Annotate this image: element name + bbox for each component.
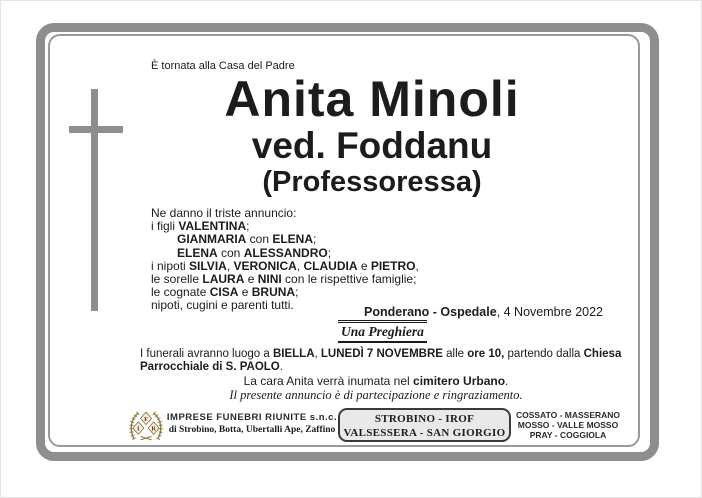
announcement-line: GIANMARIA con ELENA;: [177, 232, 317, 247]
place-date-line: Ponderano - Ospedale, 4 Novembre 2022: [364, 305, 603, 319]
logo-letter-f: F: [144, 415, 148, 423]
closing-note: Il presente annuncio è di partecipazione e ringraziamento.: [229, 388, 523, 402]
offices-line-2: VALSESSERA - SAN GIORGIO: [343, 427, 506, 439]
offices-line-1: STROBINO - IROF: [374, 413, 475, 425]
area-line-3: PRAY - COGGIOLA: [529, 430, 607, 440]
service-areas: [515, 410, 621, 440]
announcement-line: le sorelle LAURA e NINI con le rispettive famiglie;: [151, 272, 417, 287]
family-announcement: [151, 207, 419, 313]
funeral-home-partners: di Strobino, Botta, Ubertalli Ape, Zaffino: [168, 425, 336, 435]
logo-letter-i: I: [137, 425, 140, 433]
announcement-line: ELENA con ALESSANDRO;: [177, 245, 332, 260]
announcement-line: i figli VALENTINA;: [151, 219, 250, 234]
return-to-father-line: È tornata alla Casa del Padre: [151, 60, 295, 72]
logo-letter-r: R: [151, 425, 156, 433]
funeral-details: I funerali avranno luogo a BIELLA, LUNEDÌ 7 NOVEMBRE alle ore 10, partendo dalla Chiesa Parrocchiale di S. PAOLO.: [140, 348, 622, 373]
cross-horizontal-bar: [69, 126, 123, 133]
widow-of-line: ved. Foddanu: [251, 125, 493, 166]
offices-box: [338, 408, 511, 442]
deceased-titles: [136, 73, 608, 198]
funeral-home-block: [166, 412, 338, 435]
deceased-name: Anita Minoli: [224, 71, 520, 127]
area-line-1: COSSATO - MASSERANO: [515, 410, 621, 420]
area-line-2: MOSSO - VALLE MOSSO: [517, 420, 619, 430]
announcement-line: le cognate CISA e BRUNA;: [151, 285, 299, 300]
announcement-line: nipoti, cugini e parenti tutti.: [151, 298, 294, 313]
profession-line: (Professoressa): [262, 166, 482, 198]
prayer-label: Una Preghiera: [338, 320, 427, 343]
funeral-home-name: IMPRESE FUNEBRI RIUNITE s.n.c.: [166, 412, 338, 423]
cross-vertical-bar: [91, 89, 98, 311]
ifr-wreath-logo: [128, 409, 164, 443]
announcement-line: Ne danno il triste annuncio:: [151, 206, 297, 220]
burial-line: La cara Anita verrà inumata nel cimitero Urbano.: [243, 374, 509, 388]
announcement-line: i nipoti SILVIA, VERONICA, CLAUDIA e PIETRO,: [151, 258, 419, 273]
